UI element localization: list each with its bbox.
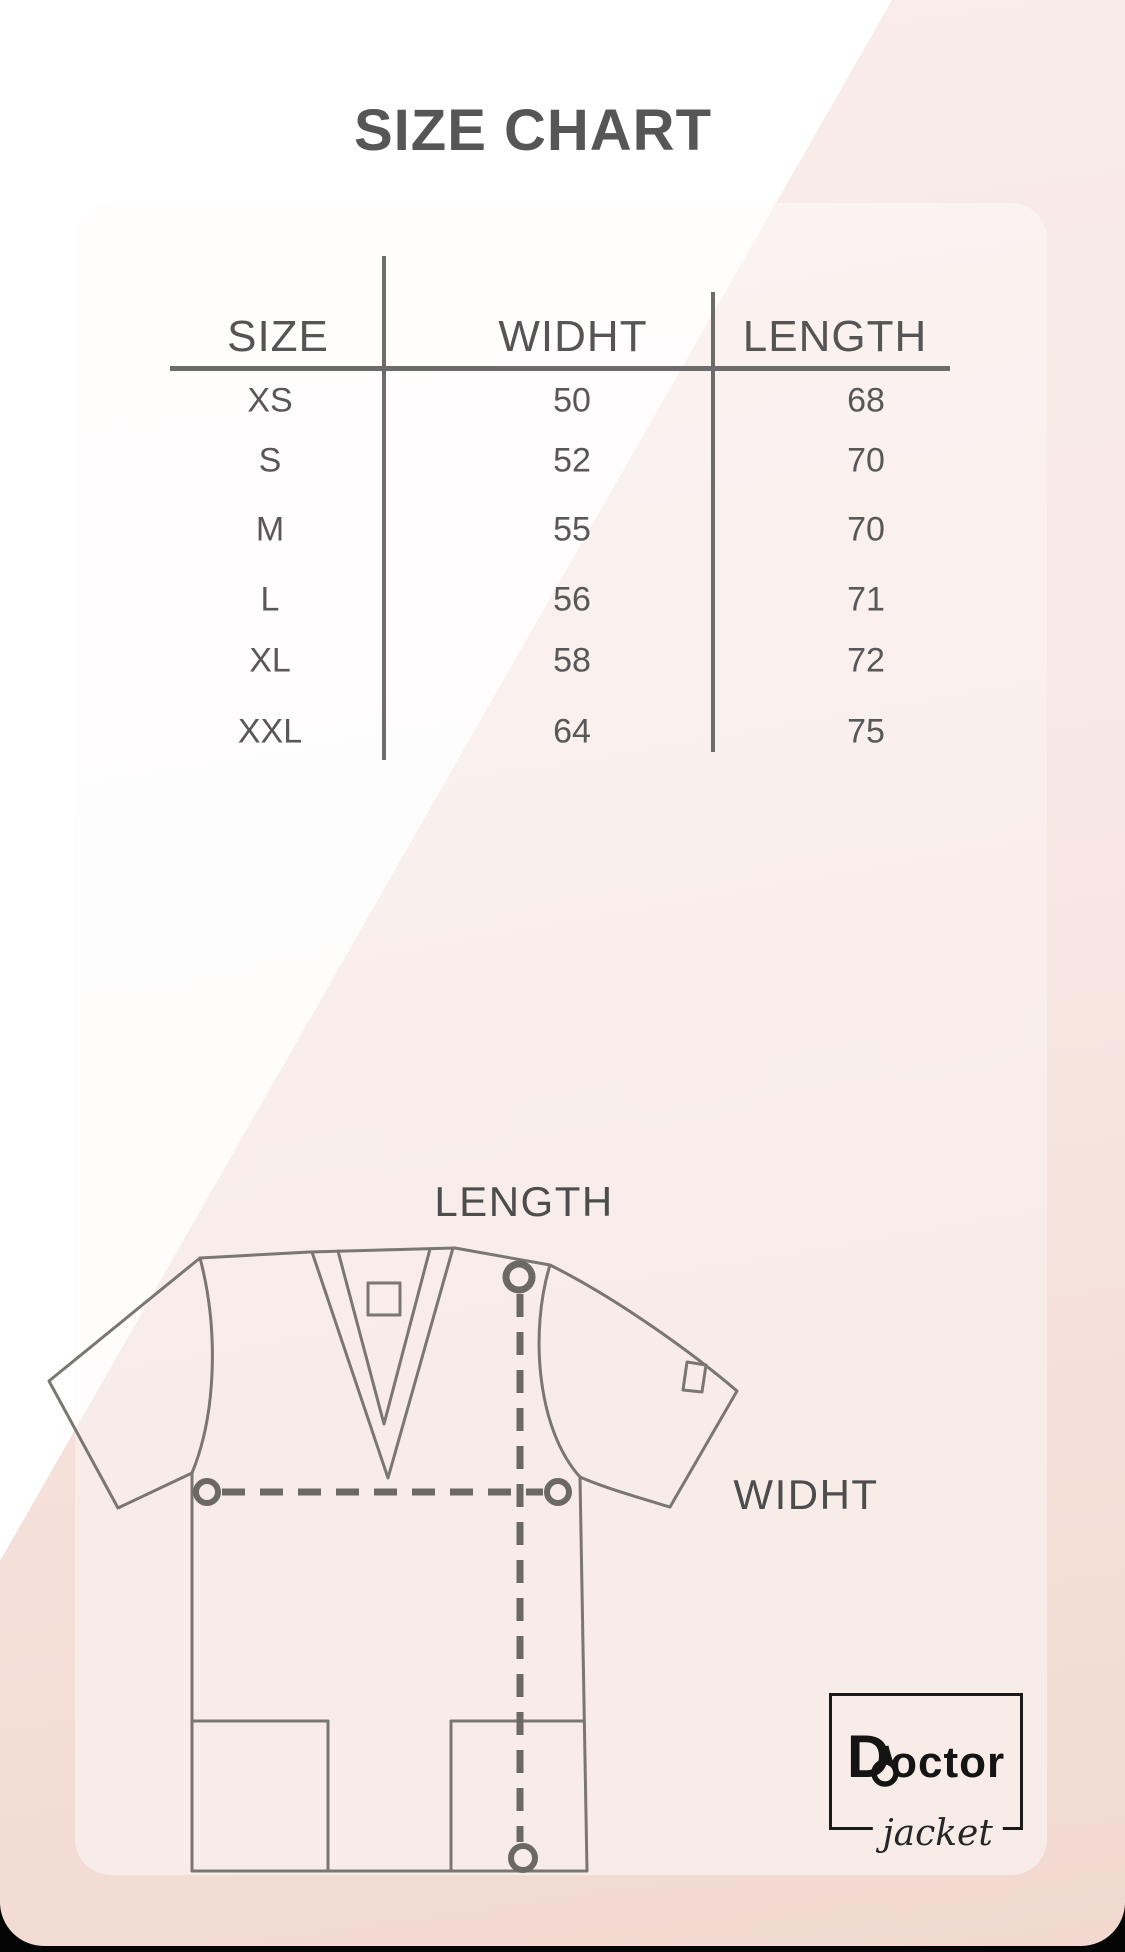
table-cell-size: XS bbox=[247, 381, 293, 420]
shirt-body bbox=[192, 1473, 587, 1871]
length-measure-ring-top bbox=[506, 1264, 532, 1290]
table-cell-length: 68 bbox=[847, 381, 885, 420]
length-measure-ring-bottom bbox=[511, 1846, 535, 1870]
shirt-neck-tag bbox=[368, 1283, 400, 1315]
width-label: WIDHT bbox=[733, 1471, 879, 1518]
shirt-collar-inner bbox=[338, 1249, 430, 1424]
shirt-shoulder-line bbox=[200, 1248, 550, 1265]
length-label: LENGTH bbox=[434, 1178, 614, 1225]
table-cell-size: XL bbox=[249, 641, 291, 680]
page-title: SIZE CHART bbox=[354, 98, 712, 163]
shirt-pen-slot bbox=[683, 1362, 706, 1392]
table-cell-size: M bbox=[255, 510, 285, 549]
width-measure-ring-left bbox=[196, 1481, 218, 1503]
table-cell-length: 71 bbox=[847, 580, 885, 619]
table-cell-width: 52 bbox=[553, 441, 591, 480]
brand-logo bbox=[829, 1693, 1023, 1855]
table-header-length: LENGTH bbox=[742, 312, 928, 361]
table-header-size: SIZE bbox=[227, 312, 329, 361]
brand-script: jacket bbox=[872, 1814, 1002, 1854]
table-cell-width: 64 bbox=[553, 712, 591, 751]
table-cell-length: 70 bbox=[847, 441, 885, 480]
table-cell-width: 58 bbox=[553, 641, 591, 680]
brand-name-rest: octor bbox=[890, 1738, 1006, 1787]
table-cell-length: 72 bbox=[847, 641, 885, 680]
table-cell-size: S bbox=[258, 441, 282, 480]
shirt-left-armhole bbox=[192, 1258, 212, 1473]
table-cell-width: 55 bbox=[553, 510, 591, 549]
stethoscope-loop-icon bbox=[829, 1693, 1023, 1830]
table-cell-length: 70 bbox=[847, 510, 885, 549]
shirt-right-sleeve bbox=[550, 1265, 737, 1507]
brand-initial: D bbox=[846, 1723, 891, 1790]
table-header-width: WIDHT bbox=[498, 312, 648, 361]
shirt-left-sleeve bbox=[49, 1258, 200, 1508]
shirt-left-pocket bbox=[192, 1721, 328, 1871]
table-cell-size: L bbox=[260, 580, 280, 619]
table-cell-width: 50 bbox=[553, 381, 591, 420]
shirt-right-armhole bbox=[539, 1265, 580, 1477]
table-cell-width: 56 bbox=[553, 580, 591, 619]
table-cell-size: XXL bbox=[237, 712, 303, 751]
width-measure-ring-right bbox=[547, 1481, 569, 1503]
table-cell-length: 75 bbox=[847, 712, 885, 751]
